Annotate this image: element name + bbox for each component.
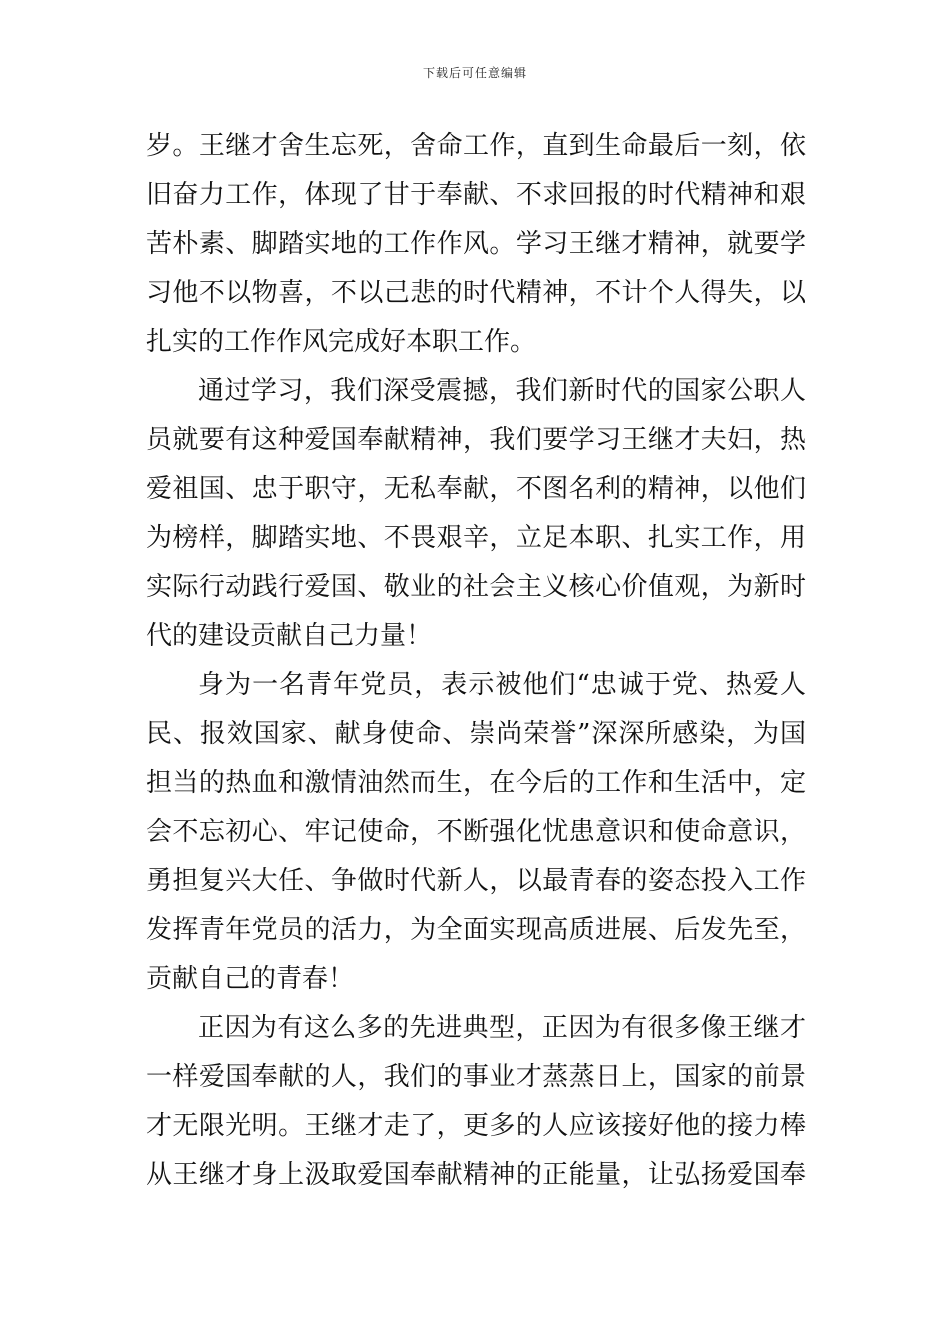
- text-line: 身为一名青年党员，表示被他们“忠诚于党、热爱人: [198, 670, 806, 700]
- paragraph-4: [146, 1004, 806, 1200]
- text-line: 实际行动践行爱国、敬业的社会主义核心价值观，为新时: [146, 572, 806, 602]
- text-line: 苦朴素、脚踏实地的工作作风。学习王继才精神，就要学: [146, 229, 806, 259]
- text-line: 会不忘初心、牢记使命，不断强化忧患意识和使命意识，: [146, 817, 806, 847]
- text-line: 发挥青年党员的活力，为全面实现高质进展、后发先至，: [146, 915, 806, 945]
- text-line: 正因为有这么多的先进典型，正因为有很多像王继才: [198, 1013, 806, 1043]
- text-line: 担当的热血和激情油然而生，在今后的工作和生活中，定: [146, 768, 806, 798]
- text-line: 岁。王继才舍生忘死，舍命工作，直到生命最后一刻，依: [146, 131, 806, 161]
- header-note: 下载后可任意编辑: [422, 66, 527, 80]
- text-line: 通过学习，我们深受震撼，我们新时代的国家公职人: [198, 376, 806, 406]
- text-line: 爱祖国、忠于职守，无私奉献，不图名利的精神，以他们: [146, 474, 806, 504]
- text-line: 扎实的工作作风完成好本职工作。: [146, 327, 537, 357]
- text-line: 一样爱国奉献的人，我们的事业才蒸蒸日上，国家的前景: [146, 1062, 806, 1092]
- text-line: 贡献自己的青春！: [146, 964, 355, 994]
- paragraph-1: [146, 122, 806, 367]
- text-line: 员就要有这种爱国奉献精神，我们要学习王继才夫妇，热: [146, 425, 806, 455]
- text-line: 才无限光明。王继才走了，更多的人应该接好他的接力棒: [146, 1111, 806, 1141]
- text-line: 代的建设贡献自己力量！: [146, 621, 433, 651]
- text-line: 习他不以物喜，不以己悲的时代精神，不计个人得失，以: [146, 278, 806, 308]
- paragraph-2: [146, 367, 806, 661]
- text-line: 从王继才身上汲取爱国奉献精神的正能量，让弘扬爱国奉: [146, 1160, 806, 1190]
- text-line: 为榜样，脚踏实地、不畏艰辛，立足本职、扎实工作，用: [146, 523, 806, 553]
- text-line: 民、报效国家、献身使命、崇尚荣誉”深深所感染，为国: [146, 719, 806, 749]
- paragraph-3: [146, 661, 806, 1004]
- text-line: 勇担复兴大任、争做时代新人，以最青春的姿态投入工作: [146, 866, 806, 896]
- document-body: [146, 122, 806, 1200]
- text-line: 旧奋力工作，体现了甘于奉献、不求回报的时代精神和艰: [146, 180, 806, 210]
